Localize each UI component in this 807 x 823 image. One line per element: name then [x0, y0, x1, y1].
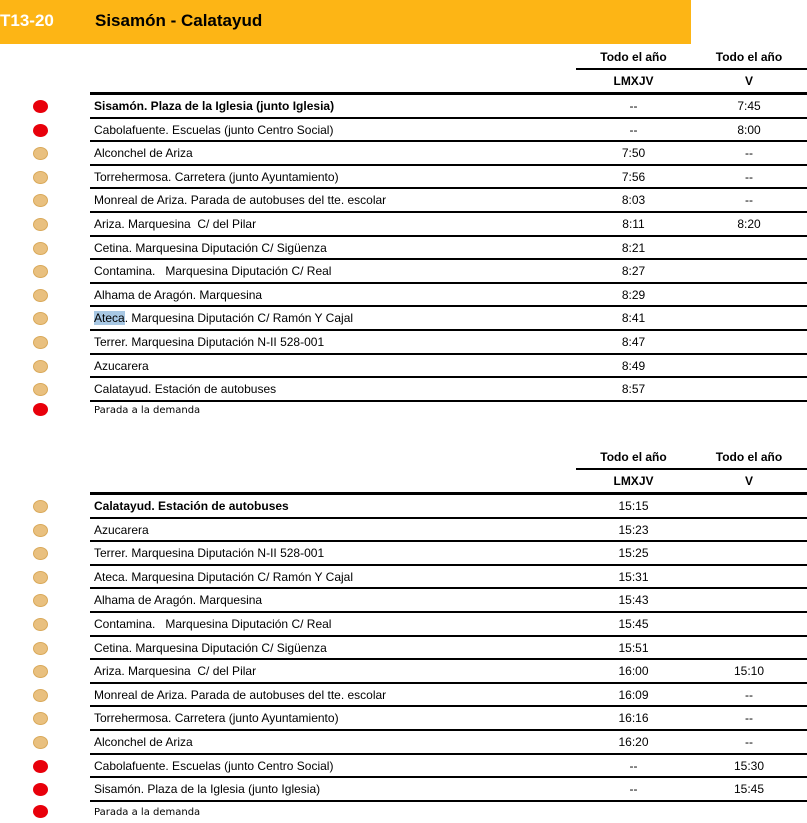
table-row — [0, 731, 807, 755]
table-row — [0, 355, 807, 379]
table-row — [0, 237, 807, 261]
stop-name — [94, 663, 256, 679]
stop-name — [94, 710, 339, 726]
stop-name — [94, 122, 333, 138]
time-v: 8:00 — [737, 122, 761, 137]
stop-name — [94, 192, 386, 208]
time-lmxjv: 16:20 — [618, 734, 649, 749]
time-v: 8:20 — [737, 216, 761, 231]
stop-name-text: . Marquesina Diputación C/ Ramón Y Cajal — [124, 311, 354, 326]
stop-name — [94, 498, 289, 514]
stop-name-text: Contamina. Marquesina Diputación C/ Real — [94, 264, 332, 279]
regular-stop-dot-icon — [33, 336, 48, 349]
table-row — [0, 637, 807, 661]
time-lmxjv: 16:09 — [618, 687, 649, 702]
regular-stop-dot-icon — [33, 289, 48, 302]
time-lmxjv: 7:56 — [621, 169, 646, 184]
stop-name — [94, 687, 386, 703]
stop-name — [94, 240, 327, 256]
table-row — [0, 213, 807, 237]
period-header-row — [576, 446, 807, 470]
regular-stop-dot-icon — [33, 571, 48, 584]
stop-name — [94, 145, 193, 161]
regular-stop-dot-icon — [33, 712, 48, 725]
stop-name — [94, 381, 276, 397]
regular-stop-dot-icon — [33, 547, 48, 560]
regular-stop-dot-icon — [33, 383, 48, 396]
stop-name — [94, 569, 353, 585]
stop-name-text: Alconchel de Ariza — [94, 146, 193, 161]
column-period-1: Todo el año — [600, 450, 667, 464]
time-v: -- — [745, 193, 753, 208]
demand-stop-dot-icon — [33, 760, 48, 773]
regular-stop-dot-icon — [33, 594, 48, 607]
column-days-1: LMXJV — [613, 474, 654, 488]
time-lmxjv: 8:21 — [621, 240, 646, 255]
stop-name — [94, 334, 324, 350]
stop-name-text: Alconchel de Ariza — [94, 734, 193, 749]
table-row — [0, 495, 807, 519]
stop-name — [94, 758, 333, 774]
stop-name-text: Torrehermosa. Carretera (junto Ayuntamiento) — [94, 169, 339, 184]
time-lmxjv: -- — [629, 122, 638, 137]
table-row — [0, 307, 807, 331]
stop-name-text: Sisamón. Plaza de la Iglesia (junto Iglesia) — [94, 782, 321, 797]
time-lmxjv: -- — [629, 758, 638, 773]
selected-text-highlight[interactable]: Ateca — [94, 311, 125, 326]
stop-name-text: Azucarera — [94, 358, 149, 373]
time-lmxjv: -- — [629, 99, 638, 113]
days-header-row — [90, 70, 807, 95]
regular-stop-dot-icon — [33, 689, 48, 702]
column-period-1: Todo el año — [600, 50, 667, 64]
demand-stop-legend — [0, 803, 400, 823]
regular-stop-dot-icon — [33, 265, 48, 278]
stop-name-text: Terrer. Marquesina Diputación N-II 528-001 — [94, 334, 325, 349]
table-row — [0, 755, 807, 779]
time-v: -- — [745, 734, 753, 749]
stop-name — [94, 616, 331, 632]
stop-name — [94, 640, 327, 656]
table-row — [0, 566, 807, 590]
time-lmxjv: 15:25 — [618, 546, 649, 561]
table-row — [0, 95, 807, 119]
stop-name-text: Cetina. Marquesina Diputación C/ Sigüenza — [94, 640, 327, 655]
stop-name — [94, 522, 149, 538]
legend-text: Parada a la demanda — [94, 807, 201, 818]
stop-name-text: Calatayud. Estación de autobuses — [94, 499, 289, 513]
demand-stop-dot-icon — [33, 783, 48, 796]
stop-name-text: Alhama de Aragón. Marquesina — [94, 593, 263, 608]
time-lmxjv: 8:11 — [622, 216, 645, 231]
demand-stop-legend — [0, 401, 400, 421]
timetable-rows — [0, 95, 807, 402]
regular-stop-dot-icon — [33, 665, 48, 678]
stop-name — [94, 216, 256, 232]
stop-name-text: Alhama de Aragón. Marquesina — [94, 287, 263, 302]
table-row — [0, 660, 807, 684]
column-days-2: V — [744, 74, 753, 88]
stop-name — [94, 169, 339, 185]
time-lmxjv: 15:31 — [618, 569, 649, 584]
legend-text: Parada a la demanda — [94, 405, 201, 416]
regular-stop-dot-icon — [33, 194, 48, 207]
time-v: -- — [745, 146, 753, 161]
table-row — [0, 119, 807, 143]
table-row — [0, 284, 807, 308]
time-v: -- — [745, 711, 753, 726]
table-row — [0, 613, 807, 637]
stop-name-text: Ariza. Marquesina C/ del Pilar — [94, 216, 257, 231]
time-lmxjv: 7:50 — [621, 146, 646, 161]
stop-name — [94, 545, 324, 561]
row-divider — [90, 800, 807, 802]
table-row — [0, 260, 807, 284]
time-lmxjv: 15:43 — [618, 593, 649, 608]
stop-name-text: Azucarera — [94, 522, 149, 537]
demand-stop-dot-icon — [33, 805, 48, 818]
stop-name — [94, 592, 262, 608]
stop-name — [94, 781, 320, 797]
stop-name — [94, 263, 331, 279]
time-lmxjv: 8:03 — [621, 193, 646, 208]
table-row — [0, 778, 807, 802]
stop-name-text: Monreal de Ariza. Parada de autobuses del tte. escolar — [94, 193, 387, 208]
demand-stop-dot-icon — [33, 100, 48, 113]
table-row — [0, 542, 807, 566]
table-row — [0, 519, 807, 543]
demand-stop-dot-icon — [33, 403, 48, 416]
days-header-row — [90, 470, 807, 495]
table-row — [0, 589, 807, 613]
time-v: 15:45 — [733, 782, 765, 797]
time-lmxjv: 15:51 — [618, 640, 649, 655]
regular-stop-dot-icon — [33, 500, 48, 513]
regular-stop-dot-icon — [33, 218, 48, 231]
time-v: -- — [745, 169, 753, 184]
stop-name-text: Terrer. Marquesina Diputación N-II 528-001 — [94, 546, 325, 561]
column-days-2: V — [744, 474, 753, 488]
time-lmxjv: 8:41 — [621, 311, 646, 326]
time-lmxjv: 15:15 — [618, 499, 649, 513]
stop-name-text: Cabolafuente. Escuelas (junto Centro Social) — [94, 122, 334, 137]
stop-name — [94, 98, 334, 114]
stop-name — [94, 287, 262, 303]
stop-name — [94, 734, 193, 750]
time-v: 15:10 — [733, 664, 765, 679]
timetable-rows — [0, 495, 807, 802]
stop-name-text: Ariza. Marquesina C/ del Pilar — [94, 664, 257, 679]
stop-name-text: Calatayud. Estación de autobuses — [94, 382, 277, 397]
regular-stop-dot-icon — [33, 360, 48, 373]
time-lmxjv: 16:16 — [618, 711, 649, 726]
stop-name-text: Ateca. Marquesina Diputación C/ Ramón Y Cajal — [94, 569, 354, 584]
regular-stop-dot-icon — [33, 524, 48, 537]
regular-stop-dot-icon — [33, 147, 48, 160]
time-lmxjv: 15:23 — [618, 522, 649, 537]
time-lmxjv: 8:27 — [621, 264, 646, 279]
regular-stop-dot-icon — [33, 242, 48, 255]
stop-name-text: Monreal de Ariza. Parada de autobuses del tte. escolar — [94, 687, 387, 702]
regular-stop-dot-icon — [33, 312, 48, 325]
time-v: -- — [745, 687, 753, 702]
table-row — [0, 378, 807, 402]
time-lmxjv: -- — [629, 782, 638, 797]
stop-name — [94, 358, 149, 374]
time-lmxjv: 16:00 — [618, 664, 649, 679]
regular-stop-dot-icon — [33, 736, 48, 749]
time-lmxjv: 8:29 — [621, 287, 646, 302]
table-row — [0, 684, 807, 708]
table-row — [0, 189, 807, 213]
time-lmxjv: 8:49 — [621, 358, 646, 373]
stop-name-text: Cetina. Marquesina Diputación C/ Sigüenza — [94, 240, 327, 255]
table-row — [0, 166, 807, 190]
route-name: Sisamón - Calatayud — [95, 11, 263, 30]
stop-name-text: Sisamón. Plaza de la Iglesia (junto Iglesia) — [94, 99, 335, 113]
table-row — [0, 142, 807, 166]
table-row — [0, 707, 807, 731]
time-v: 15:30 — [733, 758, 765, 773]
regular-stop-dot-icon — [33, 642, 48, 655]
regular-stop-dot-icon — [33, 618, 48, 631]
route-title-bar — [0, 0, 691, 44]
time-lmxjv: 15:45 — [618, 616, 649, 631]
time-lmxjv: 8:47 — [621, 334, 646, 349]
stop-name-text: Cabolafuente. Escuelas (junto Centro Social) — [94, 758, 334, 773]
column-days-1: LMXJV — [613, 74, 654, 88]
time-v: 7:45 — [737, 99, 761, 113]
stop-name — [94, 310, 353, 326]
regular-stop-dot-icon — [33, 171, 48, 184]
stop-name-text: Torrehermosa. Carretera (junto Ayuntamiento) — [94, 711, 339, 726]
period-header-row — [576, 46, 807, 70]
time-lmxjv: 8:57 — [621, 382, 646, 397]
demand-stop-dot-icon — [33, 124, 48, 137]
column-period-2: Todo el año — [715, 450, 783, 464]
stop-name-text: Contamina. Marquesina Diputación C/ Real — [94, 616, 332, 631]
column-period-2: Todo el año — [715, 50, 783, 64]
table-row — [0, 331, 807, 355]
route-code: T13-20 — [0, 11, 54, 30]
